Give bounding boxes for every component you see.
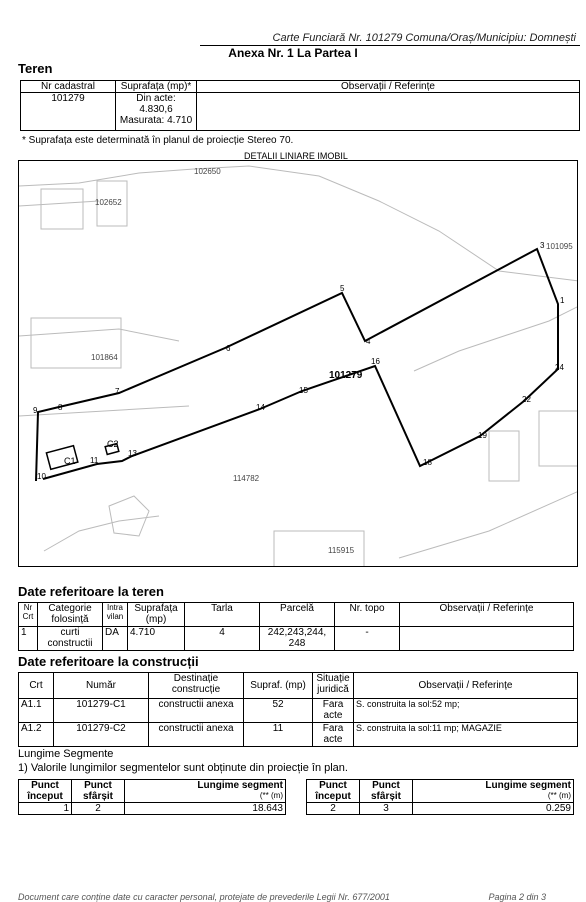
parcel-label-115915: 115915	[328, 546, 355, 555]
cell-suprafata: 4.710	[128, 627, 185, 651]
vertex-label-13: 13	[128, 449, 137, 458]
teren-title: Teren	[18, 61, 53, 76]
cell-intravilan: DA	[103, 627, 128, 651]
cell-start: 2	[307, 803, 360, 815]
vertex-label-9: 9	[33, 406, 38, 415]
footer-note: Document care conține date cu caracter personal, protejate de prevederile Legii Nr. 677/2001	[18, 892, 390, 902]
parcel-labels	[91, 167, 573, 555]
lungime-table-right	[306, 779, 574, 815]
col-tarla: Tarla	[185, 603, 260, 627]
col-punct-sfarsit: Punct sfârșit	[360, 780, 413, 803]
col-destinatie: Destinație construcție	[149, 673, 244, 699]
din-acte-label: Din acte:	[136, 93, 176, 104]
cell-obs: S. construita la sol:11 mp; MAGAZIE	[354, 723, 578, 747]
cell-len: 0.259	[413, 803, 574, 815]
vertex-label-5: 5	[340, 284, 345, 293]
col-observatii-teren: Observații / Referințe	[400, 603, 574, 627]
vertex-label-10: 10	[37, 472, 46, 481]
cell-start: 1	[19, 803, 72, 815]
col-punct-inceput: Punct început	[307, 780, 360, 803]
vertex-label-7: 7	[115, 387, 120, 396]
vertex-label-4: 4	[366, 337, 371, 346]
observatii-value	[197, 93, 580, 131]
col-punct-inceput: Punct început	[19, 780, 72, 803]
suprafata-cell	[116, 93, 197, 131]
din-acte-value: 4.830,6	[139, 104, 173, 115]
masurata-value: Masurata: 4.710	[119, 115, 193, 126]
teren-table	[20, 80, 580, 131]
vertex-label-24: 24	[555, 363, 564, 372]
col-intravilan: Intra vilan	[103, 603, 128, 627]
col-numar: Număr	[54, 673, 149, 699]
vertex-label-19: 19	[478, 431, 487, 440]
plan-drawing	[19, 161, 578, 567]
parcel-label-102650: 102650	[194, 167, 221, 176]
date-constructii-title: Date referitoare la construcții	[18, 654, 199, 669]
cell-end: 3	[360, 803, 413, 815]
cell-tarla: 4	[185, 627, 260, 651]
col-lungime-label: Lungime segment	[485, 780, 571, 791]
vertex-label-22: 22	[522, 395, 531, 404]
parcel-label-102652: 102652	[95, 198, 122, 207]
cell-situatie: Fara acte	[313, 723, 354, 747]
cell-nr: 1	[19, 627, 38, 651]
cell-destinatie: constructii anexa	[149, 699, 244, 723]
parcel-label-101864: 101864	[91, 353, 118, 362]
cell-topo: -	[335, 627, 400, 651]
lungime-note: 1) Valorile lungimilor segmentelor sunt obținute din proiecție în plan.	[18, 762, 348, 774]
date-teren-table	[18, 602, 574, 651]
col-nr-crt: Nr Crt	[19, 603, 38, 627]
vertex-label-11: 11	[90, 456, 99, 465]
cell-situatie: Fara acte	[313, 699, 354, 723]
col-punct-sfarsit: Punct sfârșit	[72, 780, 125, 803]
date-constructii-table	[18, 672, 578, 747]
nr-cadastral-value: 101279	[21, 93, 116, 131]
table-row	[19, 803, 286, 815]
col-supraf: Supraf. (mp)	[244, 673, 313, 699]
vertex-label-15: 15	[299, 386, 308, 395]
col-observatii-constr: Observații / Referințe	[354, 673, 578, 699]
cell-categorie: curti constructii	[38, 627, 103, 651]
date-teren-title: Date referitoare la teren	[18, 584, 164, 599]
col-nr-cadastral: Nr cadastral	[21, 81, 116, 93]
table-row	[19, 699, 578, 723]
page-number: Pagina 2 din 3	[488, 892, 546, 902]
table-row	[19, 723, 578, 747]
cell-numar: 101279-C1	[54, 699, 149, 723]
parcel-label-101095: 101095	[546, 242, 573, 251]
col-lungime-unit: (** (m)	[259, 791, 283, 800]
vertex-label-18: 18	[423, 458, 432, 467]
building-label-c1: C1	[64, 456, 76, 466]
lungime-title: Lungime Segmente	[18, 748, 114, 760]
col-lungime	[125, 780, 286, 803]
cell-destinatie: constructii anexa	[149, 723, 244, 747]
col-suprafata-teren: Suprafața (mp)	[128, 603, 185, 627]
cell-parcela: 242,243,244, 248	[260, 627, 335, 651]
col-lungime-unit: (** (m)	[547, 791, 571, 800]
parcel-label-101279: 101279	[329, 370, 363, 381]
col-categorie: Categorie folosință	[38, 603, 103, 627]
col-lungime-label: Lungime segment	[197, 780, 283, 791]
vertex-label-6: 6	[226, 344, 231, 353]
col-nr-topo: Nr. topo	[335, 603, 400, 627]
carte-funciara-header: Carte Funciară Nr. 101279 Comuna/Oraș/Municipiu: Domnești	[272, 32, 576, 44]
vertex-label-3: 3	[540, 241, 545, 250]
cell-crt: A1.1	[19, 699, 54, 723]
vertex-label-14: 14	[256, 403, 265, 412]
anexa-title: Anexa Nr. 1 La Partea I	[228, 46, 358, 60]
suprafata-note: * Suprafața este determinată în planul de proiecție Stereo 70.	[22, 135, 294, 146]
cell-len: 18.643	[125, 803, 286, 815]
vertex-label-16: 16	[371, 357, 380, 366]
col-situatie: Situație juridică	[313, 673, 354, 699]
cell-supraf: 52	[244, 699, 313, 723]
cell-obs: S. construita la sol:52 mp;	[354, 699, 578, 723]
neighbour-parcels	[19, 166, 578, 567]
col-suprafata: Suprafața (mp)*	[116, 81, 197, 93]
lungime-table-left	[18, 779, 286, 815]
cell-numar: 101279-C2	[54, 723, 149, 747]
col-lungime	[413, 780, 574, 803]
cell-end: 2	[72, 803, 125, 815]
cell-crt: A1.2	[19, 723, 54, 747]
building-label-c2: C2	[107, 439, 119, 449]
cadastral-plan	[18, 160, 578, 567]
plan-title: DETALII LINIARE IMOBIL	[244, 151, 348, 161]
col-crt: Crt	[19, 673, 54, 699]
table-row	[307, 803, 574, 815]
table-row	[19, 627, 574, 651]
col-observatii: Observații / Referințe	[197, 81, 580, 93]
vertex-label-8: 8	[58, 403, 63, 412]
parcel-label-114782: 114782	[233, 474, 260, 483]
cell-supraf: 11	[244, 723, 313, 747]
col-parcela: Parcelă	[260, 603, 335, 627]
vertex-label-1: 1	[560, 296, 565, 305]
cell-obs	[400, 627, 574, 651]
